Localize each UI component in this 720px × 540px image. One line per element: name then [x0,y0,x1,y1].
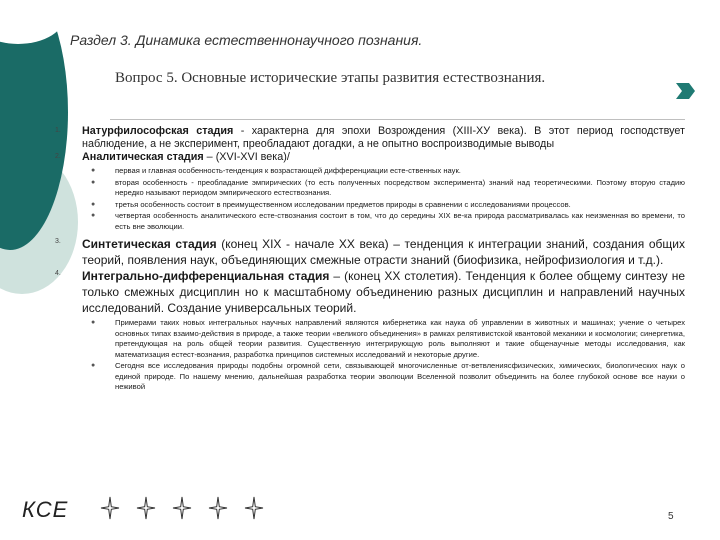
bullet-item: ● Сегодня все исследования природы подобны огромной сети, связывающей многочисленные от-ветвлениясфизических, химических, биологических наук о единой природе. По нашему мнению, дальнейшая разработка теории эволюции Вселенной позволит объединить на более глубокой основе все науки о неживой [91,361,685,391]
integral-stage-bullets [55,318,685,393]
title-divider [110,119,685,120]
list-item-4 [55,268,685,316]
decorative-stars [100,496,264,520]
sparkle-star-icon [100,496,120,520]
item-term: Синтетическая стадия [82,237,217,251]
list-item-1 [55,125,685,151]
item-number: 1. [55,127,61,134]
item-paragraph [82,151,685,164]
bullet-icon: ● [91,178,96,186]
next-slide-arrow-icon[interactable] [674,80,696,102]
item-paragraph [82,236,685,268]
list-item-2 [55,151,685,164]
bullet-icon: ● [91,200,96,208]
bullet-icon: ● [91,319,96,326]
item-text: - характерна для эпохи Возрождения (XIII-XУ века). В этот период господствует наблюдение, а не эксперимент, преобладают догадки, а не опытно воспроизводимые выводы [82,125,685,150]
question-title: Вопрос 5. Основные исторические этапы развития естествознания. [115,70,546,86]
bullet-item: ● четвертая особенность аналитического есте-ствознания состоит в том, что до середины XIX ве-ка природа рассматривалась как неизменная во времени, то есть вне эволюции. [91,211,685,231]
sparkle-star-icon [172,496,192,520]
item-paragraph [82,268,685,316]
bullet-icon: ● [91,167,96,174]
item-paragraph [82,125,685,151]
bullet-item: ● третья особенность состоит в преимущественном исследовании предметов природы в сравнении с исследованиями процессов. [91,199,571,209]
list-item-3 [55,236,685,268]
bullet-item: ● первая и главная особенность-тенденция к возрастающей дифференциации есте-ственных наук. [91,166,461,175]
sparkle-star-icon [244,496,264,520]
item-text: (конец XIX - начале XX века) – тенденция к интеграции знаний, создания общих теорий, появления наук, объединяющих смежные отрасти знаний (биофизика, нейрофизиология и т.д.). [82,237,685,267]
logo-text: КСЕ [22,497,69,522]
analytic-stage-bullets [55,166,685,232]
item-term: Натурфилософская стадия [82,125,234,137]
bullet-item: ● Примерами таких новых интегральных научных направлений являются кибернетика как наука об управлении в животных и машинах; учение о четырех основных типах взаимо-действия в природе, а также теории «великого объединения» в рамках релятивистской квантовой механики и космологии; синергетика, претендующая на роль общей теории развития. Существенную интегрирующую роль выполняют и такие общенаучные методы исследования, как математизация естест-вознания, разработка принципов системных исследований и некоторые другие. [91,318,685,359]
sparkle-star-icon [208,496,228,520]
item-text: – (конец XX столетия). Тенденция к более общему синтезу не только смежных дисциплин но к масштабному объединению разных дисциплин и направлений научных исследований. Создание универсальных теорий. [82,269,686,315]
item-term: Аналитическая стадия [82,151,204,163]
item-term: Интегрально-дифференциальная стадия [82,269,330,283]
bullet-icon: ● [91,362,96,369]
section-title: Раздел 3. Динамика естественнонаучного познания. [70,32,423,48]
sparkle-star-icon [136,496,156,520]
bullet-item: ● вторая особенность - преобладание эмпирических (то есть полученных посредством эксперимента) знаний над теоретическими. Поэтому вторую стадию нередко называют периодом эмпирического естествознания. [91,177,685,197]
item-text: – (XVI-XVI века)/ [203,151,290,163]
page-number: 5 [668,511,674,522]
content-list [55,125,685,397]
item-number: 3. [55,238,61,245]
item-number: 2. [55,153,61,160]
bullet-icon: ● [91,212,96,219]
item-number: 4. [55,270,61,277]
